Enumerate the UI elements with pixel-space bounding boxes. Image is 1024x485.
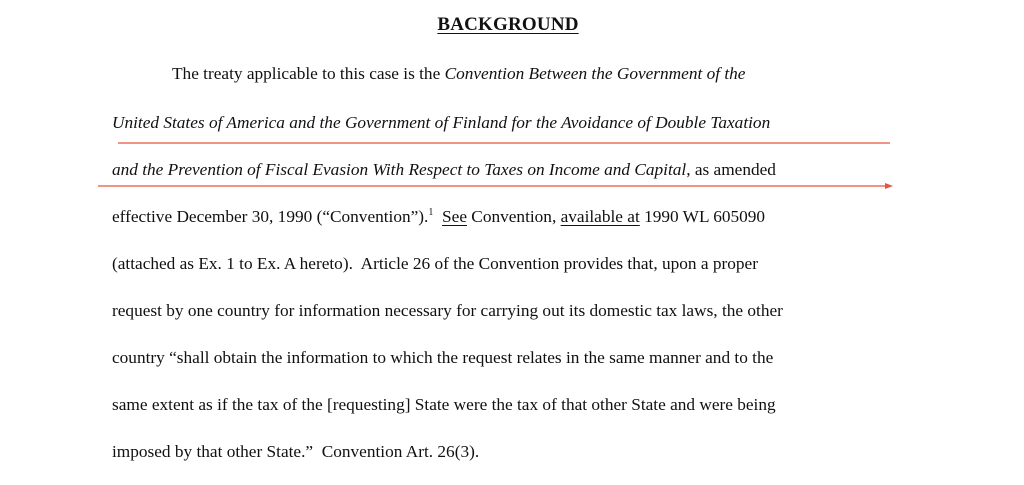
see-signal: See	[442, 207, 467, 226]
footnote-marker: 1	[428, 207, 434, 218]
line-8-text: same extent as if the tax of the [requesting] State were the tax of that other State and were being	[112, 395, 776, 414]
line-3-text: , as amended	[686, 160, 776, 179]
treaty-title-part-3: and the Prevention of Fiscal Evasion With Respect to Taxes on Income and Capital	[112, 160, 687, 179]
paragraph-line-9	[112, 441, 479, 463]
line-4-gap	[433, 207, 442, 226]
paragraph-line-7	[112, 347, 773, 369]
line-4-citation: 1990 WL 605090	[639, 207, 766, 226]
treaty-title-part-1: Convention Between the Government of the	[444, 64, 746, 83]
line-9-text: imposed by that other State.” Convention Art. 26(3).	[112, 442, 480, 461]
paragraph-line-5	[112, 253, 758, 275]
arrow-head-icon	[885, 183, 893, 189]
paragraph-line-8	[112, 394, 776, 416]
treaty-title-part-2: United States of America and the Government of Finland for the Avoidance of Double Taxation	[112, 113, 771, 132]
section-heading: BACKGROUND	[437, 14, 579, 35]
line-6-text: request by one country for information necessary for carrying out its domestic tax laws, the other	[112, 301, 783, 320]
paragraph-line-3	[112, 159, 776, 181]
paragraph-line-6	[112, 300, 783, 322]
available-at-signal: available at	[560, 207, 640, 226]
paragraph-line-2	[112, 112, 770, 134]
line-1-text: The treaty applicable to this case is the	[172, 64, 445, 83]
paragraph-line-1	[172, 63, 745, 85]
paragraph-line-4	[112, 206, 765, 228]
line-4-text: effective December 30, 1990 (“Convention”).	[112, 207, 429, 226]
line-4-convention: Convention,	[466, 207, 561, 226]
line-5-text: (attached as Ex. 1 to Ex. A hereto). Article 26 of the Convention provides that, upon a proper	[112, 254, 758, 273]
line-7-text: country “shall obtain the information to which the request relates in the same manner and to the	[112, 348, 774, 367]
